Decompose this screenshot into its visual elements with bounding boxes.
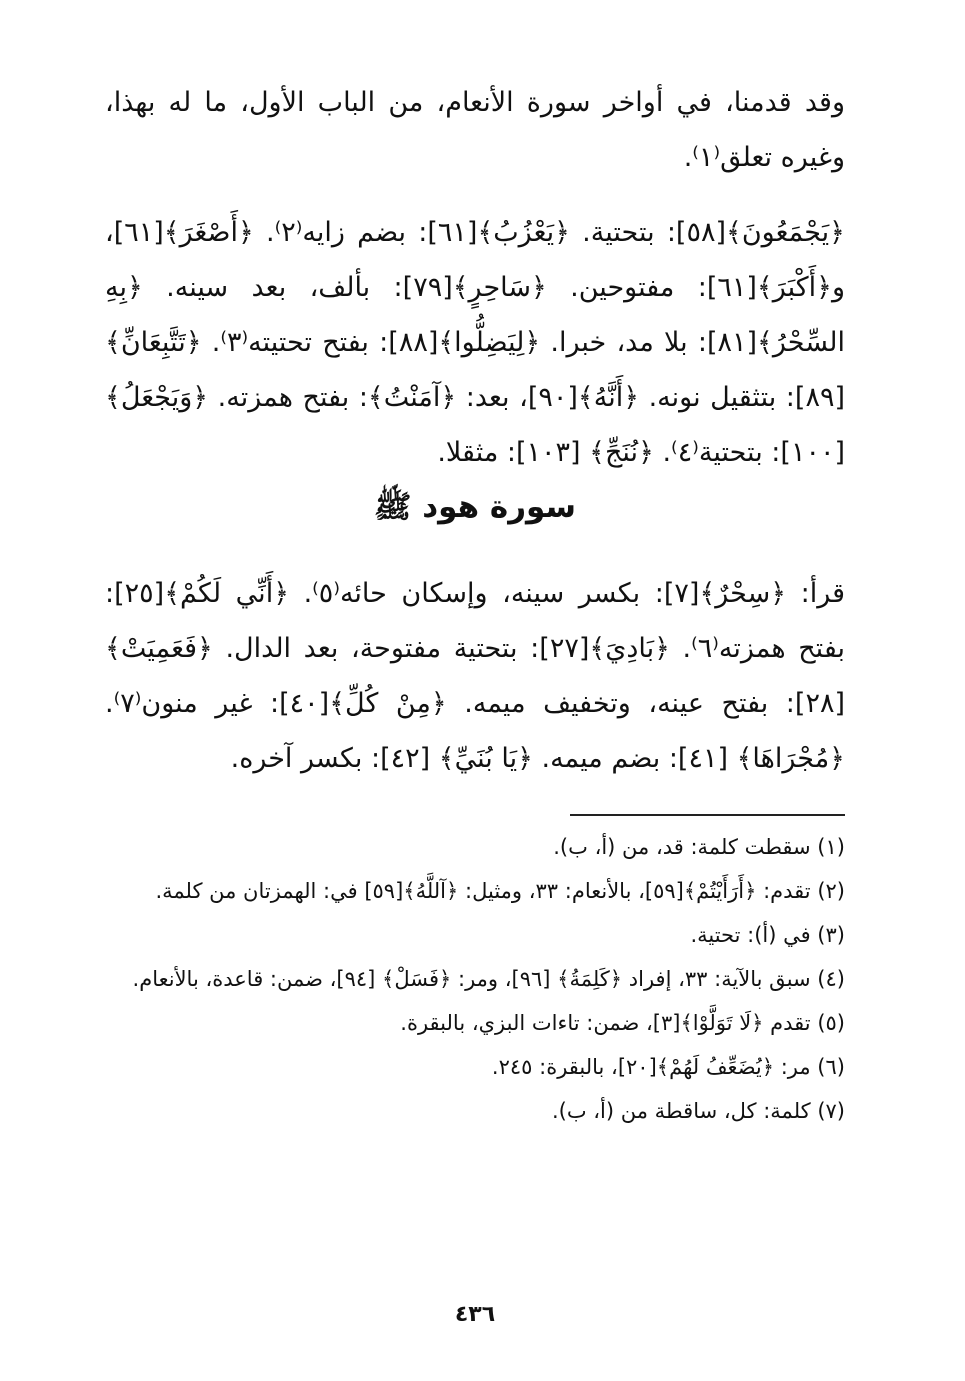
footnote-6: (٦) مر: ﴿يُضَعِّفُ لَهُمْ﴾[٢٠]، بالبقرة: ٢٤٥. (491, 1055, 845, 1079)
footnote-5: (٥) تقدم ﴿لَا تَوَلَّوْا﴾[٣]، ضمن: تاءات البزي، بالبقرة. (400, 1011, 845, 1035)
body-paragraph-3: قرأ: ﴿سِحْرٌ﴾[٧]: بكسر سينه، وإسكان حائه⁽٥⁾. ﴿أَنِّي لَكُمْ﴾[٢٥]: بفتح همزته⁽٦⁾. ﴿بَادِيَ﴾[٢٧]: بتحتية مفتوحة، بعد الدال. ﴿فَعَمِيَتْ﴾[٢٨]: بفتح عينه، وتخفيف ميمه. ﴿مِنْ كُلِّ﴾[٤٠]: غير منون⁽٧⁾. ﴿مُجْرَاهَا﴾ [٤١]: بضم ميمه. ﴿يَا بُنَيِّ﴾ [٤٢]: بكسر آخره. (105, 578, 845, 774)
footnotes (105, 830, 845, 1138)
surah-heading: سورة هود ﷺ (374, 489, 576, 525)
body-paragraph-2: ﴿يَجْمَعُونَ﴾[٥٨]: بتحتية. ﴿يَعْزُبُ﴾[٦١]: بضم زايه⁽٢⁾. ﴿أَصْغَرَ﴾[٦١]، و﴿أَكْبَرَ﴾[٦١]: مفتوحين. ﴿سَاحِرٍ﴾[٧٩]: بألف، بعد سينه. ﴿بِهِ السِّحْرُ﴾[٨١]: بلا مد، خبرا. ﴿لِيَضِلُّوا﴾[٨٨]: بفتح تحتيته⁽٣⁾. ﴿تَتَّبِعَانِّ﴾[٨٩]: بتثقيل نونه. ﴿أَنَّهُ﴾[٩٠]، بعد: ﴿آمَنْتُ﴾: بفتح همزته. ﴿وَيَجْعَلُ﴾ [١٠٠]: بتحتية⁽٤⁾. ﴿نُنَجِّ﴾ [١٠٣]: مثقلا. (105, 217, 846, 468)
footnote-4: (٤) سبق بالآية: ٣٣، إفراد ﴿كَلِمَةُ﴾ [٩٦]، ومر: ﴿فَسَلْ﴾ [٩٤]، ضمن: قاعدة، بالأنعام. (132, 967, 845, 991)
page-number: ٤٣٦ (454, 1302, 496, 1327)
footnote-3: (٣) في (أ): تحتية. (690, 923, 845, 947)
footnote-separator (570, 814, 845, 816)
body-paragraph-1: وقد قدمنا، في أواخر سورة الأنعام، من الباب الأول، ما له بهذا، وغيره تعلق⁽١⁾. (105, 87, 845, 173)
footnote-7: (٧) كلمة: كل، ساقطة من (أ، ب). (551, 1099, 845, 1123)
footnote-2: (٢) تقدم: ﴿أَرَأَيْتُمْ﴾[٥٩]، بالأنعام: ٣٣، ومثيل: ﴿آللَّهُ﴾[٥٩] في: الهمزتان من كلمة. (155, 879, 845, 903)
page (105, 0, 845, 1381)
footnote-1: (١) سقطت كلمة: قد، من (أ، ب). (553, 835, 845, 859)
